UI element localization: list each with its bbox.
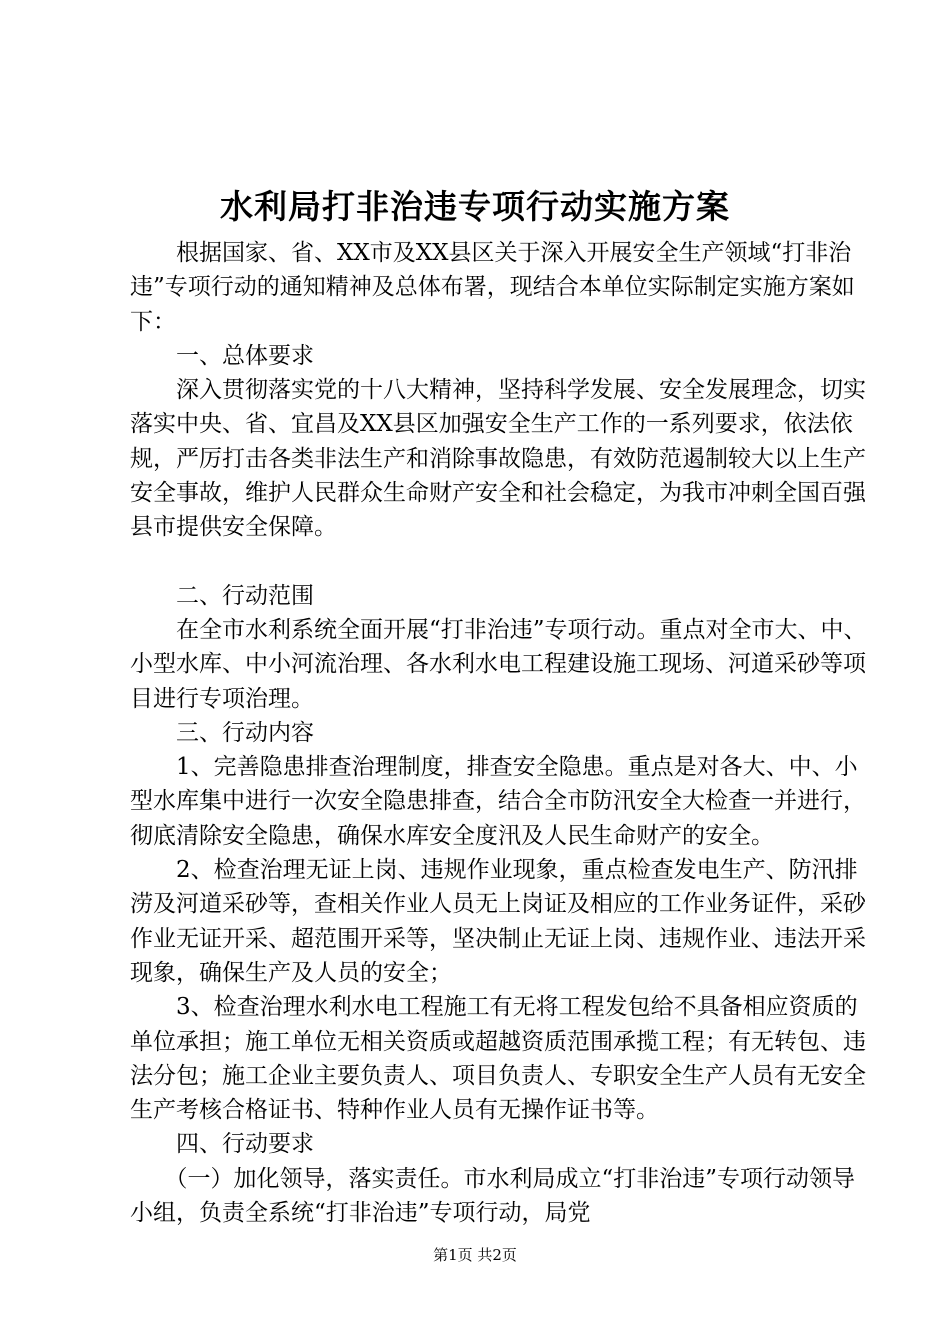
paragraph-content-item-2: 2、检查治理无证上岗、违规作业现象，重点检查发电生产、防汛排涝及河道采砂等，查相关作业人员无上岗证及相应的工作业务证件，采砂作业无证开采、超范围开采等，坚决制止无证上岗、违规作业、违法开采现象，确保生产及人员的安全；: [130, 857, 866, 986]
heading-general-requirements: 一、总体要求: [130, 342, 314, 369]
paragraph-content-item-3: 3、检查治理水利水电工程施工有无将工程发包给不具备相应资质的单位承担；施工单位无相关资质或超越资质范围承揽工程；有无转包、违法分包；施工企业主要负责人、项目负责人、专职安全生产人员有无安全生产考核合格证书、特种作业人员有无操作证书等。: [130, 994, 866, 1124]
paragraph-gap: [130, 545, 870, 579]
paragraph-content-item-1: 1、完善隐患排查治理制度，排查安全隐患。重点是对各大、中、小型水库集中进行一次安全隐患排查，结合全市防汛安全大检查一并进行，彻底清除安全隐患，确保水库安全度汛及人民生命财产的安全。: [130, 754, 866, 849]
heading-action-scope: 二、行动范围: [130, 582, 314, 609]
heading-action-content: 三、行动内容: [130, 719, 314, 746]
paragraph-requirement-1: （一）加化领导，落实责任。市水利局成立“打非治违”专项行动领导小组，负责全系统“打非治违”专项行动，局党: [130, 1165, 856, 1227]
paragraph-intro: 根据国家、省、XX市及XX县区关于深入开展安全生产领域“打非治违”专项行动的通知精神及总体布署，现结合本单位实际制定实施方案如下：: [130, 240, 855, 335]
paragraph-action-scope: 在全市水利系统全面开展“打非治违”专项行动。重点对全市大、中、小型水库、中小河流治理、各水利水电工程建设施工现场、河道采砂等项目进行专项治理。: [130, 616, 867, 712]
page-number-footer: 第1页 共2页: [433, 1246, 517, 1264]
document-title: 水利局打非治违专项行动实施方案: [220, 187, 730, 226]
heading-action-requirements: 四、行动要求: [130, 1131, 314, 1158]
paragraph-general-requirements: 深入贯彻落实党的十八大精神，坚持科学发展、安全发展理念，切实落实中央、省、宜昌及XX县区加强安全生产工作的一系列要求，依法依规，严厉打击各类非法生产和消除事故隐患，有效防范遏制较大以上生产安全事故，维护人民群众生命财产安全和社会稳定，为我市冲刺全国百强县市提供安全保障。: [130, 377, 866, 541]
document-body: [130, 236, 870, 1230]
